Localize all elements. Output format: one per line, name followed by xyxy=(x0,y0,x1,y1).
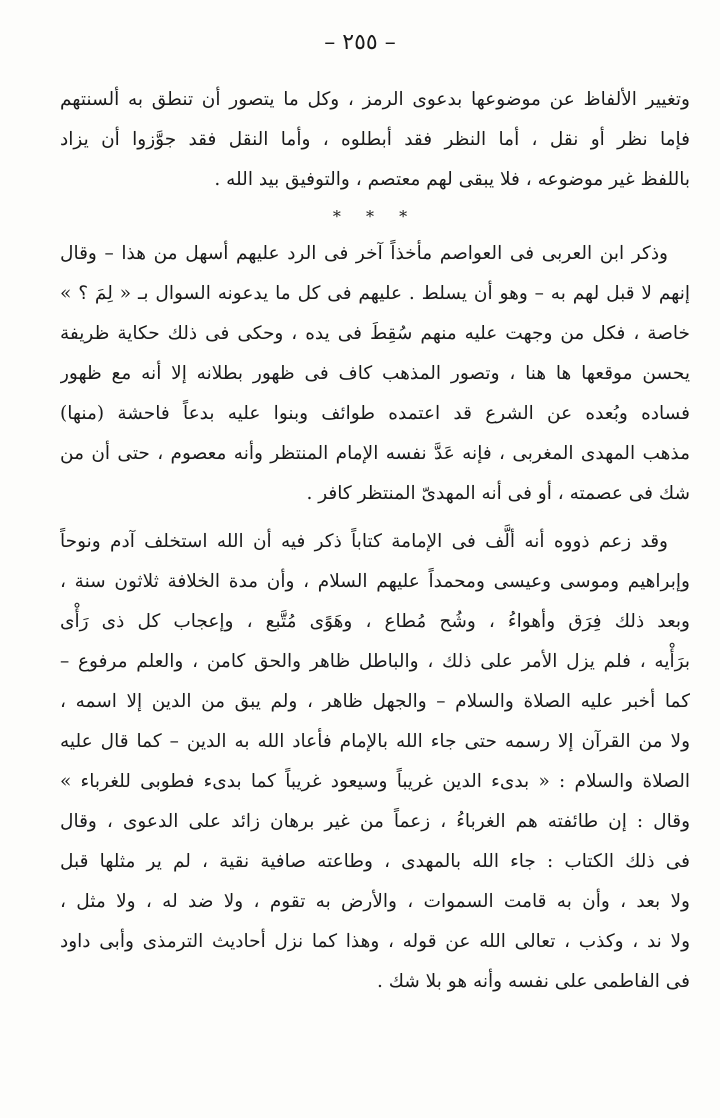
paragraph-3-line-11: ولا ند ، وكذب ، تعالى الله عن قوله ، وهذا كما نزل أحاديث الترمذى وأبى داود xyxy=(60,931,690,952)
paragraph-1-line-2: فإما نظر أو نقل ، أما النظر فقد أبطلوه ، وأما النقل فقد جوَّزوا أن يزاد xyxy=(60,129,690,150)
paragraph-2-line-1: وذكر ابن العربى فى العواصم مأخذاً آخر فى الرد عليهم أسهل من هذا – وقال xyxy=(60,243,668,264)
paragraph-3-line-3: وبعد ذلك فِرَق وأهواءُ ، وشُح مُطاع ، وهَوًى مُتَّبع ، وإعجاب كل ذى رَأْى xyxy=(60,611,690,632)
paragraph-3-line-7: الصلاة والسلام : « بدىء الدين غريباً وسيعود غريباً كما بدىء فطوبى للغرباء » xyxy=(60,771,690,792)
body-text xyxy=(60,80,690,1002)
section-separator: * * * xyxy=(332,207,418,226)
paragraph-3-line-1: وقد زعم ذووه أنه ألَّف فى الإمامة كتاباً ذكر فيه أن الله استخلف آدم ونوحاً xyxy=(60,531,668,552)
paragraph-2-line-6: مذهب المهدى المغربى ، فإنه عَدَّ نفسه الإمام المنتظر وأنه معصوم ، حتى أن من xyxy=(60,443,690,464)
paragraph-1-line-3: باللفظ غير موضوعه ، فلا يبقى لهم معتصم ، والتوفيق بيد الله . xyxy=(214,169,690,190)
paragraph-2-line-2: إنهم لا قبل لهم به – وهو أن يسلط . عليهم فى كل ما يدعونه السوال بـ « لِمَ ؟ » xyxy=(60,283,690,304)
paragraph-2-line-3: خاصة ، فكل من وجهت عليه منهم سُقِطَ فى يده ، وحكى فى ذلك حكاية ظريفة xyxy=(60,323,690,344)
paragraph-3-line-5: كما أخبر عليه الصلاة والسلام – والجهل ظاهر ، ولم يبق من الدين إلا اسمه ، xyxy=(60,691,690,712)
page-number: – ٢٥٥ – xyxy=(324,30,396,55)
paragraph-3-line-8: وقال : إن طائفته هم الغرباءُ ، زعماً من غير برهان زائد على الدعوى ، وقال xyxy=(60,811,690,832)
paragraph-3-line-4: برَأْيه ، فلم يزل الأمر على ذلك ، والباطل ظاهر والحق كامن ، والعلم مرفوع – xyxy=(60,651,690,672)
paragraph-2-line-7: شك فى عصمته ، أو فى أنه المهدىّ المنتظر كافر . xyxy=(306,483,690,504)
paragraph-3-line-6: ولا من القرآن إلا رسمه حتى جاء الله بالإمام فأعاد الله به الدين – كما قال عليه xyxy=(60,731,690,752)
paragraph-3-line-2: وإبراهيم وموسى وعيسى ومحمداً عليهم السلام ، وأن مدة الخلافة ثلاثون سنة ، xyxy=(60,571,690,592)
paragraph-3-line-9: فى ذلك الكتاب : جاء الله بالمهدى ، وطاعته صافية نقية ، لم ير مثلها قبل xyxy=(60,851,690,872)
paragraph-2-line-5: فساده وبُعده عن الشرع قد اعتمده طوائف وبنوا عليه بدعاً فاحشة (منها) xyxy=(60,403,690,424)
paragraph-3-line-10: ولا بعد ، وأن به قامت السموات ، والأرض به تقوم ، ولا ضد له ، ولا مثل ، xyxy=(60,891,690,912)
paragraph-1-line-1: وتغيير الألفاظ عن موضوعها بدعوى الرمز ، وكل ما يتصور أن تنطق به ألسنتهم xyxy=(60,89,690,110)
paragraph-3-line-12: فى الفاطمى على نفسه وأنه هو بلا شك . xyxy=(376,971,690,992)
paragraph-2-line-4: يحسن موقعها ها هنا ، وتصور المذهب كاف فى ظهور بطلانه إلا أنه مع ظهور xyxy=(60,363,690,384)
